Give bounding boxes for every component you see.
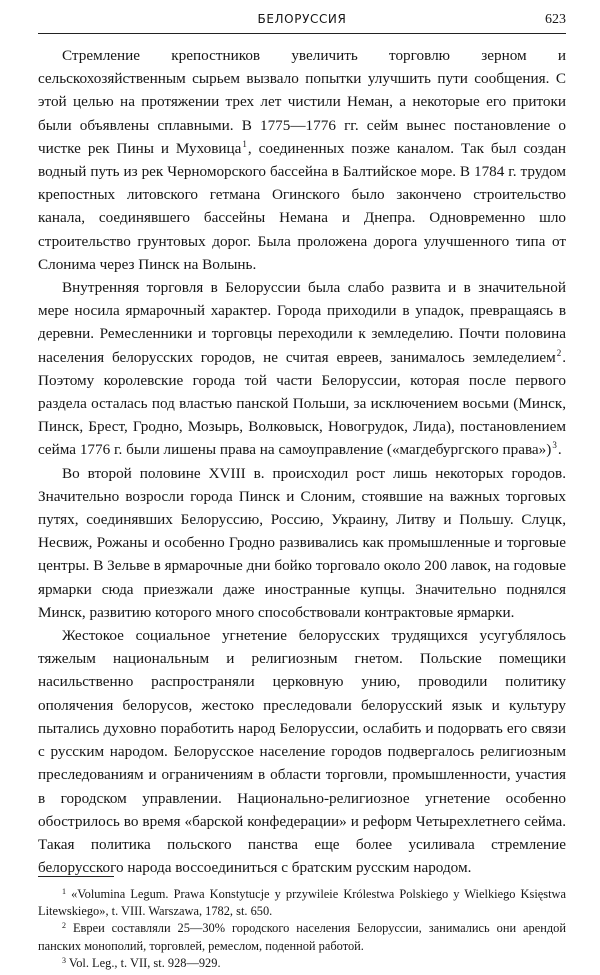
paragraph-oppression: Жестокое социальное угнетение белорусских трудящихся усугублялось тяжелым национальным и религиозным гнетом. Польские помещики насильственно распространяли церковную унию, проводили политику ополячения белорусов, жестоко преследовали белорусский язык и культуру пытались духовно поработить народ Белоруссии, ослабить и подорвать его связи с русским народом. Белорусское население городов подвергалось религиозным преследованиям и ограничениям в области торговли, промышленности, участия в городском управлении. Национально-религиозное угнетение особенно обострилось во время «барской конфедерации» и реформ Четырехлетнего сейма. Такая политика польского панства еще более усиливала стремление белорусского народа воссоединиться с братским русским народом.	[38, 627, 566, 877]
body-text	[38, 44, 566, 879]
footnote-mark: 1	[62, 887, 66, 896]
footnote-ref[interactable]: 2	[556, 347, 562, 358]
running-title: БЕЛОРУССИЯ	[257, 12, 347, 26]
paragraph-city-growth: Во второй половине XVIII в. происходил рост лишь некоторых городов. Значительно возросли города Пинск и Слоним, стоявшие на важных торговых путях, соединявших Белоруссию, Россию, Украину, Литву и Польшу. Слуцк, Несвиж, Рожаны и особенно Гродно развивались как промышленные и торговые центры. В Зельве в ярмарочные дни бойко торговало около 200 лавок, на годовые ярмарки сюда приезжали даже иностранные купцы. Значительно поднялся Минск, развитию которого много способствовали контрактовые ярмарки.	[38, 464, 566, 621]
page-number: 623	[545, 12, 566, 27]
footnote-mark: 2	[62, 921, 66, 931]
footnote-rule	[38, 876, 114, 877]
footnote-ref[interactable]: 1	[242, 138, 247, 149]
footnote: $^2$ Евреи составляли 25—30% городского населения Белоруссии, занимались они арендой панских монополий, торговлей, ремеслом, поденной работой.	[38, 921, 566, 953]
header-rule	[38, 33, 566, 34]
footnote: $^1$ «Volumina Legum. Prawa Konstytucje y przywileie Królestwa Polskiego y Wielkiego Księstwa Litewskiego», t. VIII. Warszawa, 1782, st. 650.	[38, 887, 566, 919]
footnote-ref[interactable]: 3	[552, 440, 557, 451]
paragraph-waterways: Стремление крепостников увеличить торговлю зерном и сельскохозяйственным сырьем вызвало попытки улучшить пути сообщения. С этой целью на протяжении трех лет чистили Неман, а некоторые его притоки были объявлены сплавными. В 1775—1776 гг. сейм вынес постановление о чистке рек Пины и Муховица$^1$, соединенных позже каналом. Так был создан водный путь из рек Черноморского бассейна в Балтийское море. В 1784 г. трудом крепостных литовского гетмана Огинского было закончено строительство канала, соединявшего бассейны Немана и Днепра. Одновременно шло строительство грунтовых дорог. Была проложена дорога улучшенного типа от Слонима через Пинск на Волынь.	[38, 47, 567, 273]
footnote: $^3$ Vol. Leg., t. VII, st. 928—929.	[62, 955, 221, 970]
footnotes	[38, 886, 566, 972]
page-header	[38, 12, 566, 32]
paragraph-internal-trade: Внутренняя торговля в Белоруссии была слабо развита и в значительной мере носила ярмарочный характер. Города приходили в упадок, превращаясь в деревни. Ремесленники и торговцы переходили к земледелию. Почти половина населения белорусских городов, не считая евреев, занималось земледелием$^2$. Поэтому королевские города той части Белоруссии, которая после первого раздела осталась под властью панской Польши, за исключением восьми (Минск, Пинск, Брест, Гродно, Мозырь, Волковыск, Новогрудок, Лида), постановлением сейма 1776 г. были лишены права на самоуправление («магдебургского права»)$^3$.	[38, 279, 566, 459]
footnote-mark: 3	[62, 955, 66, 965]
